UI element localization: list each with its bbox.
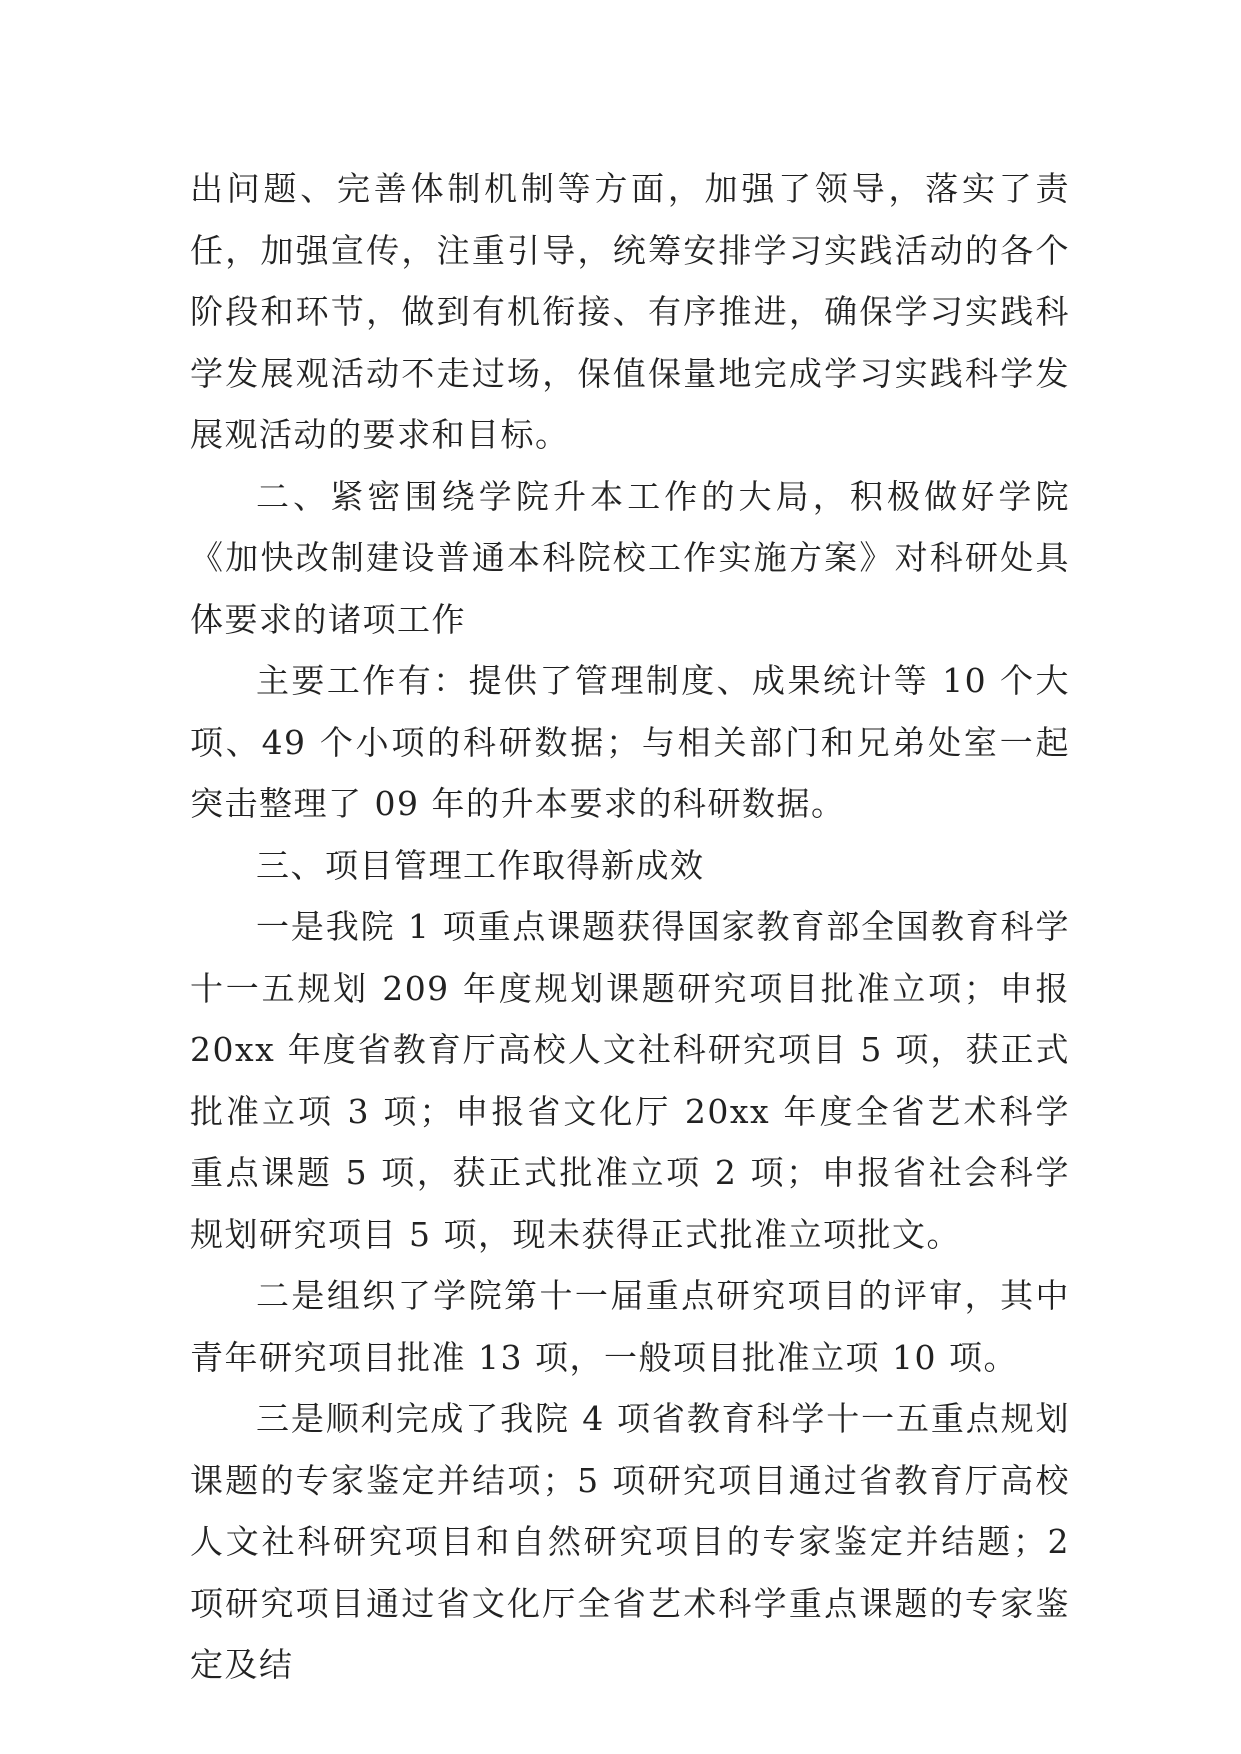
section-heading-3: 三、项目管理工作取得新成效 <box>256 845 705 885</box>
paragraph-item-1: 一是我院 1 项重点课题获得国家教育部全国教育科学十一五规划 209 年度规划课题研究项目批准立项；申报 20xx 年度省教育厅高校人文社科研究项目 5 项，获正式批准立项 3 项；申报省文化厅 20xx 年度全省艺术科学重点课题 5 项，获正式批准立项 2 项；申报省社会科学规划研究项目 5 项，现未获得正式批准立项批文。 <box>190 907 1070 1254</box>
paragraph-item-3: 三是顺利完成了我院 4 项省教育科学十一五重点规划课题的专家鉴定并结项；5 项研究项目通过省教育厅高校人文社科研究项目和自然研究项目的专家鉴定并结题；2 项研究项目通过省文化厅全省艺术科学重点课题的专家鉴定及结 <box>190 1399 1070 1684</box>
section-heading-2: 二、紧密围绕学院升本工作的大局，积极做好学院《加快改制建设普通本科院校工作实施方案》对科研处具体要求的诸项工作 <box>190 476 1070 639</box>
paragraph-item-2: 二是组织了学院第十一届重点研究项目的评审，其中青年研究项目批准 13 项，一般项目批准立项 10 项。 <box>190 1276 1070 1377</box>
paragraph-main-work: 主要工作有：提供了管理制度、成果统计等 10 个大项、49 个小项的科研数据；与相关部门和兄弟处室一起突击整理了 09 年的升本要求的科研数据。 <box>190 661 1070 823</box>
paragraph-continuation: 出问题、完善体制机制等方面，加强了领导，落实了责任，加强宣传，注重引导，统筹安排学习实践活动的各个阶段和环节，做到有机衔接、有序推进，确保学习实践科学发展观活动不走过场，保值保量地完成学习实践科学发展观活动的要求和目标。 <box>190 169 1070 454</box>
document-body <box>190 158 1070 1696</box>
